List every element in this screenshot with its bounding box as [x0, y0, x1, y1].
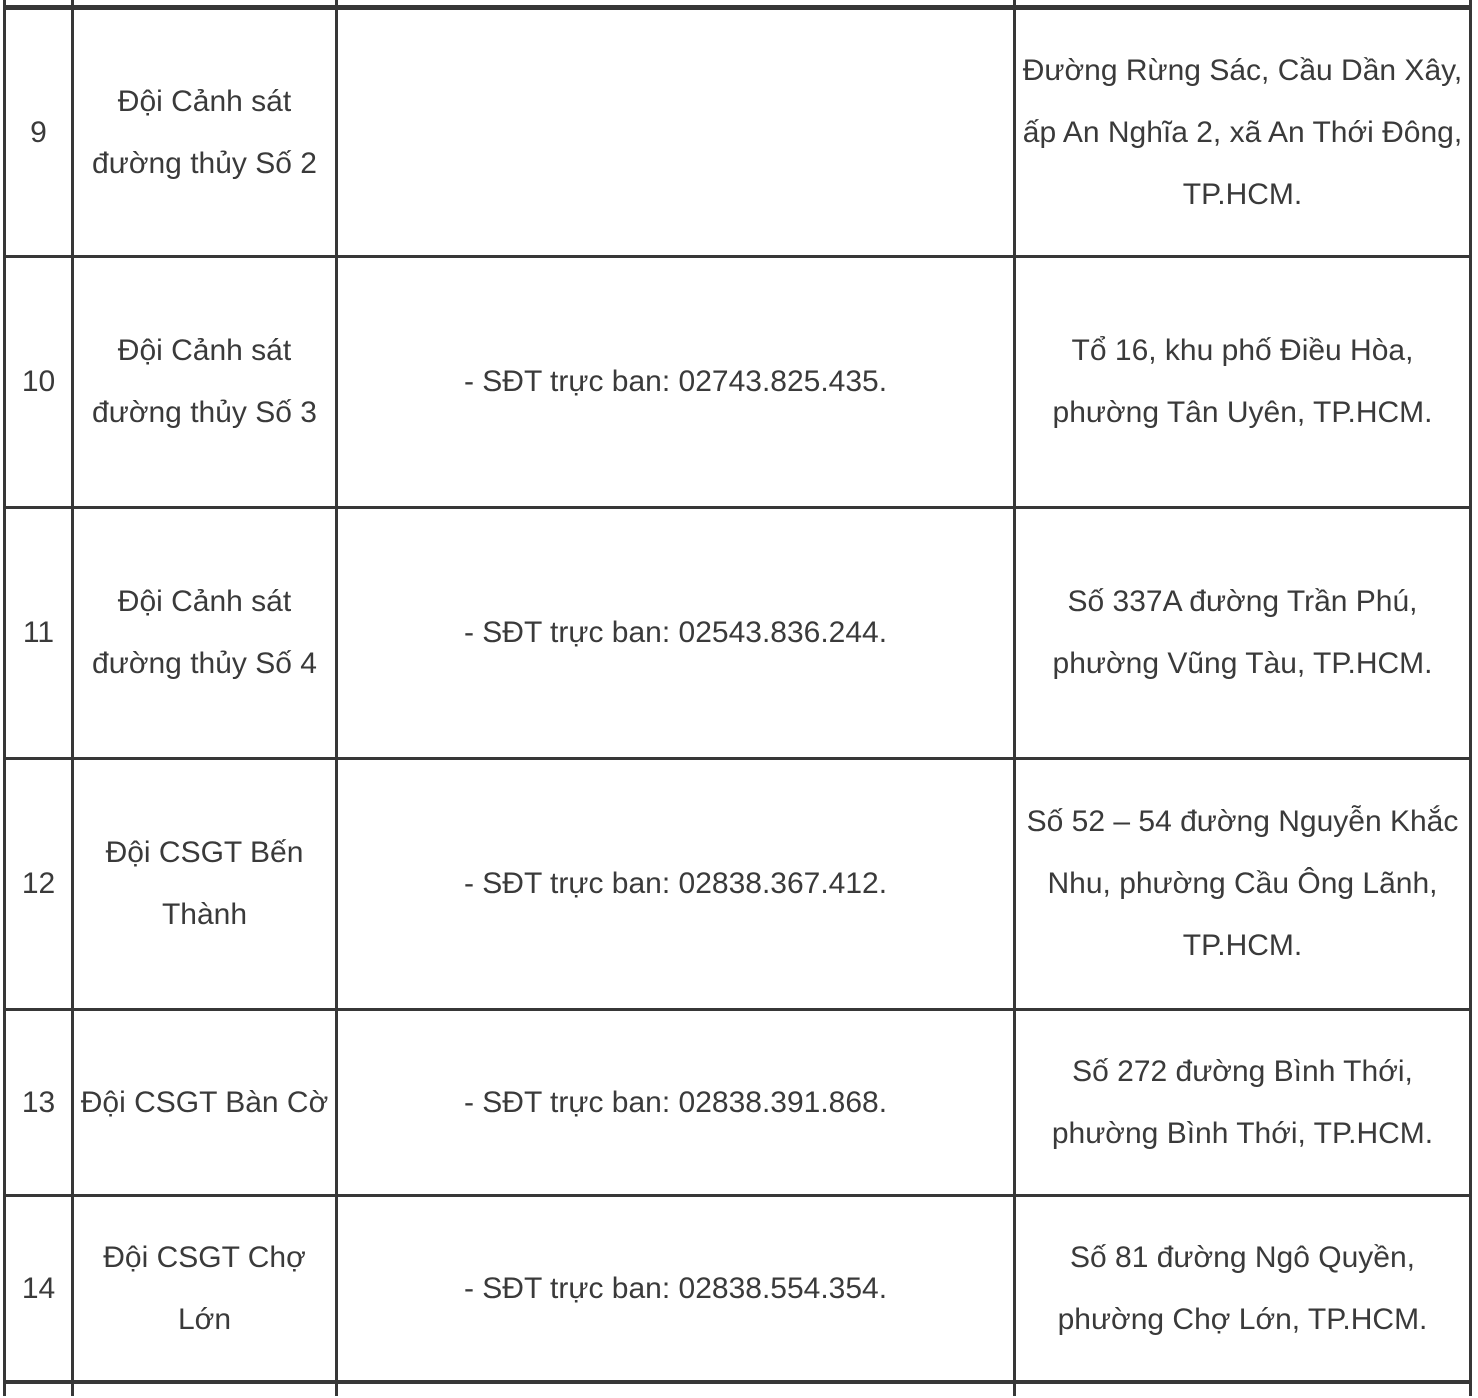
table-row	[5, 1010, 1471, 1196]
table-row	[5, 8, 1471, 257]
address-cell	[1015, 0, 1471, 8]
table-row-partial-top	[5, 0, 1471, 8]
table-row	[5, 759, 1471, 1010]
row-number-cell	[5, 0, 73, 8]
team-name-cell: Đội Cảnh sát đường thủy Số 3	[73, 257, 337, 508]
team-name-cell: Đội CSGT Bến Thành	[73, 759, 337, 1010]
address-cell: Số 52 – 54 đường Nguyễn Khắc Nhu, phường Cầu Ông Lãnh, TP.HCM.	[1015, 759, 1471, 1010]
phone-cell: - SĐT trực ban: 02838.391.868.	[337, 1010, 1015, 1196]
team-name-cell: Đội CSGT Bàn Cờ	[73, 1010, 337, 1196]
phone-cell	[337, 8, 1015, 257]
table-row	[5, 508, 1471, 759]
address-cell: Đường Rừng Sác, Cầu Dần Xây, ấp An Nghĩa 2, xã An Thới Đông, TP.HCM.	[1015, 8, 1471, 257]
team-name-cell	[73, 0, 337, 8]
address-cell	[1015, 1382, 1471, 1396]
phone-cell: - SĐT trực ban: 02838.554.354.	[337, 1196, 1015, 1383]
phone-cell	[337, 0, 1015, 8]
address-cell: Số 337A đường Trần Phú, phường Vũng Tàu, TP.HCM.	[1015, 508, 1471, 759]
phone-cell	[337, 1382, 1015, 1396]
address-cell: Số 81 đường Ngô Quyền, phường Chợ Lớn, TP.HCM.	[1015, 1196, 1471, 1383]
table-row	[5, 1196, 1471, 1383]
row-number-cell: 12	[5, 759, 73, 1010]
team-name-cell	[73, 1382, 337, 1396]
row-number-cell: 11	[5, 508, 73, 759]
table-row-partial-bottom	[5, 1382, 1471, 1396]
team-name-cell: Đội Cảnh sát đường thủy Số 2	[73, 8, 337, 257]
table-row	[5, 257, 1471, 508]
phone-cell: - SĐT trực ban: 02743.825.435.	[337, 257, 1015, 508]
phone-cell: - SĐT trực ban: 02543.836.244.	[337, 508, 1015, 759]
row-number-cell	[5, 1382, 73, 1396]
row-number-cell: 10	[5, 257, 73, 508]
address-cell: Tổ 16, khu phố Điều Hòa, phường Tân Uyên, TP.HCM.	[1015, 257, 1471, 508]
phone-cell: - SĐT trực ban: 02838.367.412.	[337, 759, 1015, 1010]
row-number-cell: 9	[5, 8, 73, 257]
team-name-cell: Đội CSGT Chợ Lớn	[73, 1196, 337, 1383]
team-name-cell: Đội Cảnh sát đường thủy Số 4	[73, 508, 337, 759]
row-number-cell: 13	[5, 1010, 73, 1196]
row-number-cell: 14	[5, 1196, 73, 1383]
contact-table	[3, 0, 1472, 1396]
address-cell: Số 272 đường Bình Thới, phường Bình Thới, TP.HCM.	[1015, 1010, 1471, 1196]
